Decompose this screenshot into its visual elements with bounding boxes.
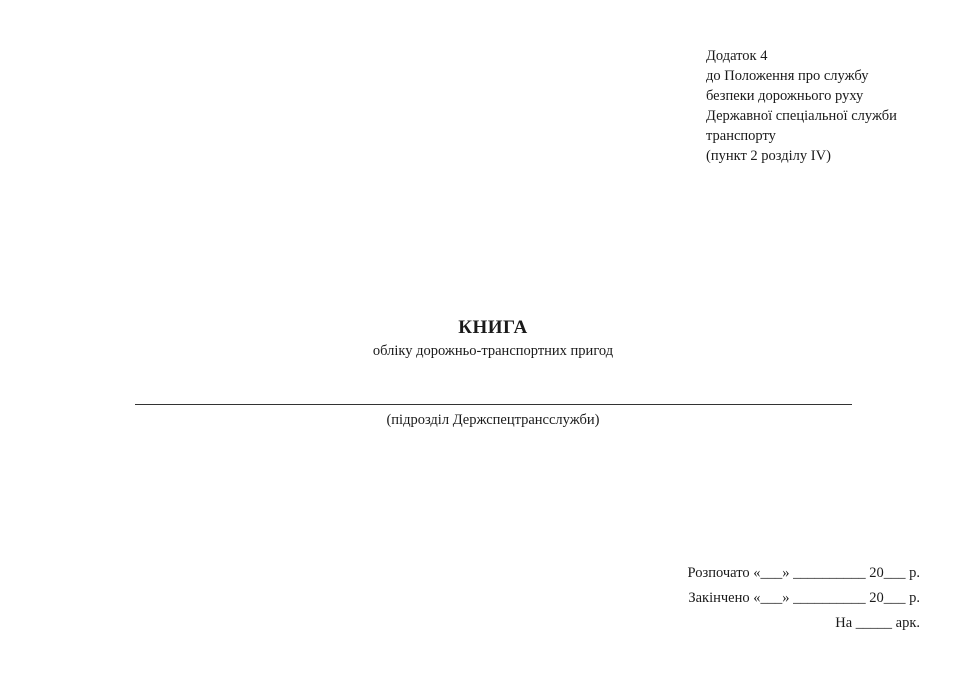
- appendix-line-transport: транспорту: [706, 128, 776, 144]
- sheet-count-line: На _____ арк.: [835, 615, 920, 631]
- appendix-reference: [706, 46, 897, 166]
- appendix-line-clause: (пункт 2 розділу IV): [706, 148, 831, 164]
- finished-date-line: Закінчено «___» __________ 20___ р.: [688, 590, 920, 606]
- date-fields: [688, 561, 920, 636]
- division-caption: (підрозділ Держспецтрансслужби): [386, 412, 600, 428]
- division-fill-line: [135, 404, 852, 405]
- appendix-line-regulation: до Положення про службу: [706, 68, 869, 84]
- appendix-line-agency: Державної спеціальної служби: [706, 108, 897, 124]
- appendix-line-number: Додаток 4: [706, 48, 768, 64]
- book-title-block: [0, 316, 970, 361]
- appendix-line-service: безпеки дорожнього руху: [706, 88, 864, 104]
- started-date-line: Розпочато «___» __________ 20___ р.: [687, 565, 920, 581]
- book-subtitle: обліку дорожньо-транспортних пригод: [372, 343, 614, 359]
- book-title: КНИГА: [458, 317, 528, 338]
